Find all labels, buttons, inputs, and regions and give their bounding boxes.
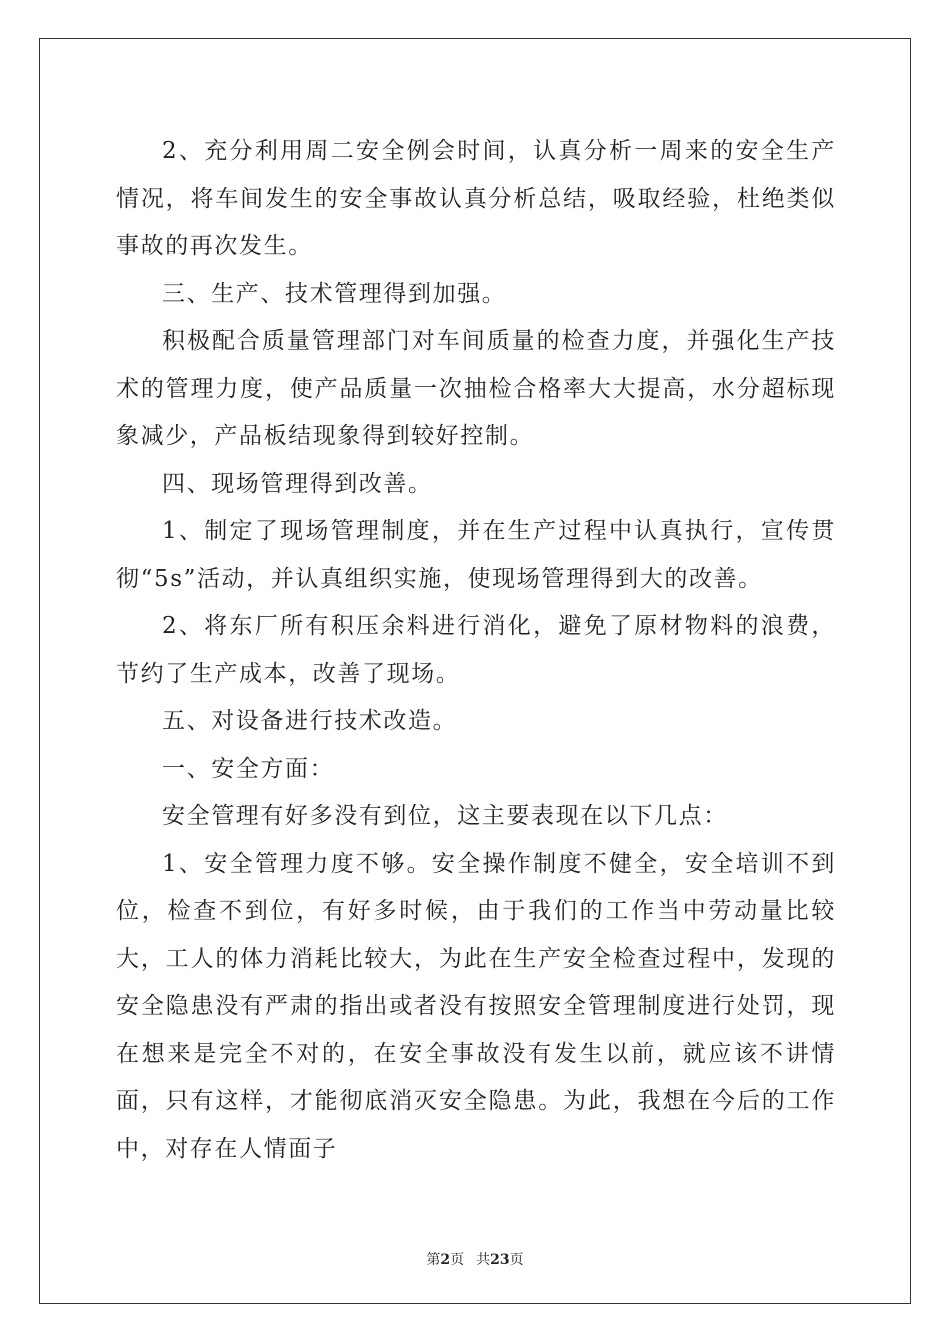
page-suffix: 页	[450, 1252, 465, 1268]
document-body	[116, 128, 836, 1173]
page-footer	[0, 1249, 950, 1269]
page-current: 2	[440, 1252, 451, 1268]
total-prefix: 共	[476, 1252, 491, 1268]
section-heading: 五、对设备进行技术改造。	[162, 708, 458, 734]
paragraph: 2、将东厂所有积压余料进行消化，避免了原材物料的浪费，节约了生产成本，改善了现场。	[116, 613, 836, 687]
section-heading: 四、现场管理得到改善。	[162, 470, 433, 497]
total-suffix: 页	[509, 1252, 524, 1268]
paragraph: 安全管理有好多没有到位，这主要表现在以下几点：	[162, 803, 728, 829]
section-heading: 一、安全方面：	[162, 755, 335, 782]
paragraph: 积极配合质量管理部门对车间质量的检查力度，并强化生产技术的管理力度，使产品质量一次抽检合格率大大提高，水分超标现象减少，产品板结现象得到较好控制。	[116, 328, 836, 449]
paragraph: 1、安全管理力度不够。安全操作制度不健全，安全培训不到位，检查不到位，有好多时候，由于我们的工作当中劳动量比较大，工人的体力消耗比较大，为此在生产安全检查过程中，发现的安全隐患没有严肃的指出或者没有按照安全管理制度进行处罚，现在想来是完全不对的，在安全事故没有发生以前，就应该不讲情面，只有这样，才能彻底消灭安全隐患。为此，我想在今后的工作中，对存在人情面子	[116, 850, 836, 1162]
page-prefix: 第	[426, 1252, 441, 1268]
section-heading: 三、生产、技术管理得到加强。	[162, 280, 507, 307]
page-total: 23	[490, 1252, 510, 1268]
paragraph: 1、制定了现场管理制度，并在生产过程中认真执行，宣传贯彻“5s”活动，并认真组织实施，使现场管理得到大的改善。	[116, 518, 836, 592]
paragraph: 2、充分利用周二安全例会时间，认真分析一周来的安全生产情况，将车间发生的安全事故认真分析总结，吸取经验，杜绝类似事故的再次发生。	[116, 138, 836, 259]
